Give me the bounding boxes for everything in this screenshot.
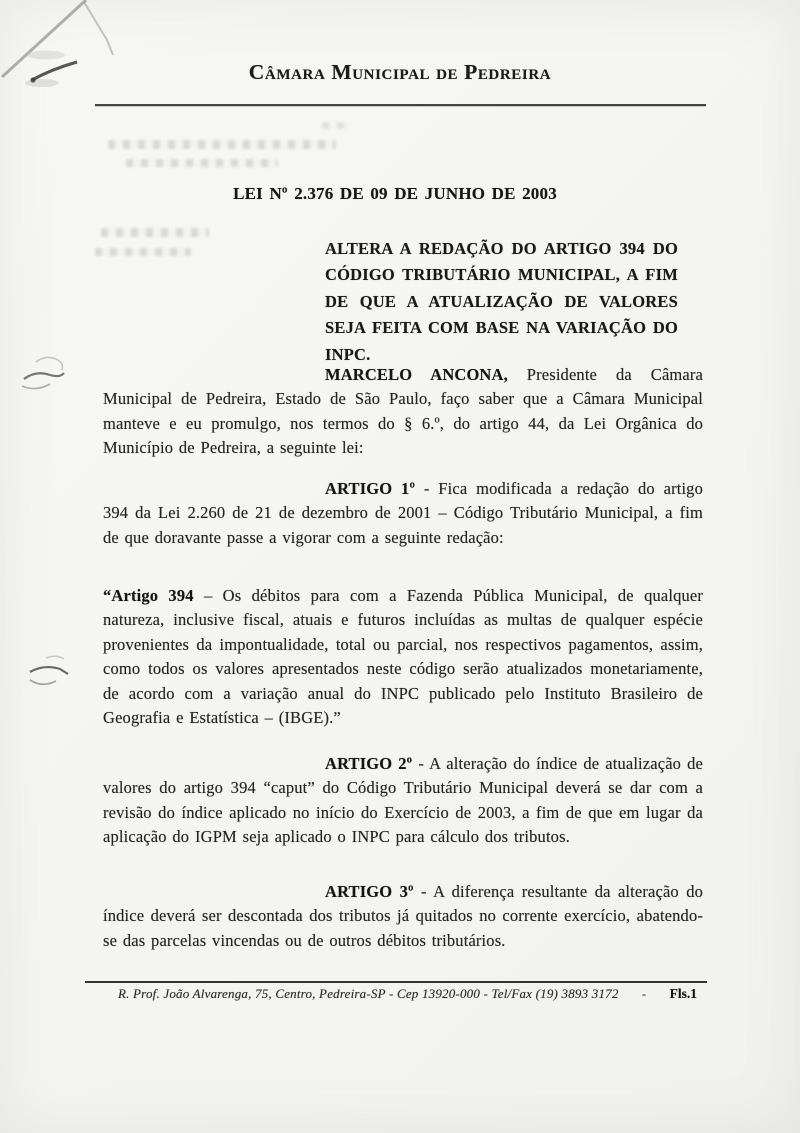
margin-squiggle-lower (16, 650, 78, 696)
preamble-text: Presidente da Câmara Municipal de Pedreira, Estado de São Paulo, faço saber que a Câmara Municipal manteve e eu promulgo, nos termos do § 6.º, do artigo 44, da Lei Orgânica do Município de Pedreira, a seguinte lei: (103, 365, 703, 458)
quoted-article-394-label: “Artigo 394 (103, 586, 194, 605)
preamble-author-name: MARCELO ANCONA, (325, 365, 508, 384)
footer (85, 986, 707, 1002)
footer-page-number: Fls.1 (669, 986, 697, 1001)
article-2-label: ARTIGO 2º (325, 754, 413, 773)
footer-separator-dash: - (641, 986, 647, 1001)
bleed-smudge-dots (322, 122, 350, 129)
bleed-smudge-block-mid (95, 222, 215, 264)
quoted-article-394-text: – Os débitos para com a Fazenda Pública Municipal, de qualquer natureza, inclusive fiscal, atuais e futuros incluídas as multas de qualquer espécie provenientes da impontualidade, total ou parcial, nos respectivos pagamentos, assim, como todos os valores apresentados neste código serão atualizados monetariamente, de acordo com a variação anual do INPC publicado pelo Instituto Brasileiro de Geografia e Estatística – (IBGE).” (103, 586, 704, 728)
article-2-text: - A alteração do índice de atualização de valores do artigo 394 “caput” do Código Tributário Municipal deverá se dar com a revisão do índice aplicado no início do Exercício de 2003, a fim de que em lugar da aplicação do IGPM seja aplicado o INPC para cálculo dos tributos. (103, 754, 703, 847)
article-1-text: - Fica modificada a redação do artigo 394 da Lei 2.260 de 21 de dezembro de 2001 – Código Tributário Municipal, a fim de que doravante passe a vigorar com a seguinte redação: (103, 479, 703, 547)
article-2-paragraph (103, 752, 703, 850)
footer-divider-rule (85, 981, 707, 983)
article-3-label: ARTIGO 3º (325, 882, 414, 901)
footer-address: R. Prof. João Alvarenga, 75, Centro, Pedreira-SP - Cep 13920-000 - Tel/Fax (19) 3893 3172 (118, 986, 619, 1001)
letterhead-organization-name: Câmara Municipal de Pedreira (248, 60, 552, 84)
article-1-label: ARTIGO 1º (325, 479, 416, 498)
law-summary: ALTERA A REDAÇÃO DO ARTIGO 394 DO CÓDIGO TRIBUTÁRIO MUNICIPAL, A FIM DE QUE A ATUALIZAÇÃO DE VALORES SEJA FEITA COM BASE NA VARIAÇÃO DO INPC. (325, 239, 678, 364)
quoted-article-394-paragraph (103, 584, 703, 730)
margin-squiggle-upper (12, 352, 74, 398)
article-1-paragraph (103, 477, 703, 550)
bleed-smudge-block-top (108, 132, 348, 176)
preamble-paragraph (103, 363, 703, 461)
law-title: LEI Nº 2.376 DE 09 DE JUNHO DE 2003 (233, 184, 557, 203)
article-3-text: - A diferença resultante da alteração do índice deverá ser descontada dos tributos já quitados no corrente exercício, abatendo-se das parcelas vincendas ou de outros débitos tributários. (103, 882, 704, 950)
article-3-paragraph (103, 880, 703, 953)
letterhead-divider-rule (95, 104, 706, 106)
